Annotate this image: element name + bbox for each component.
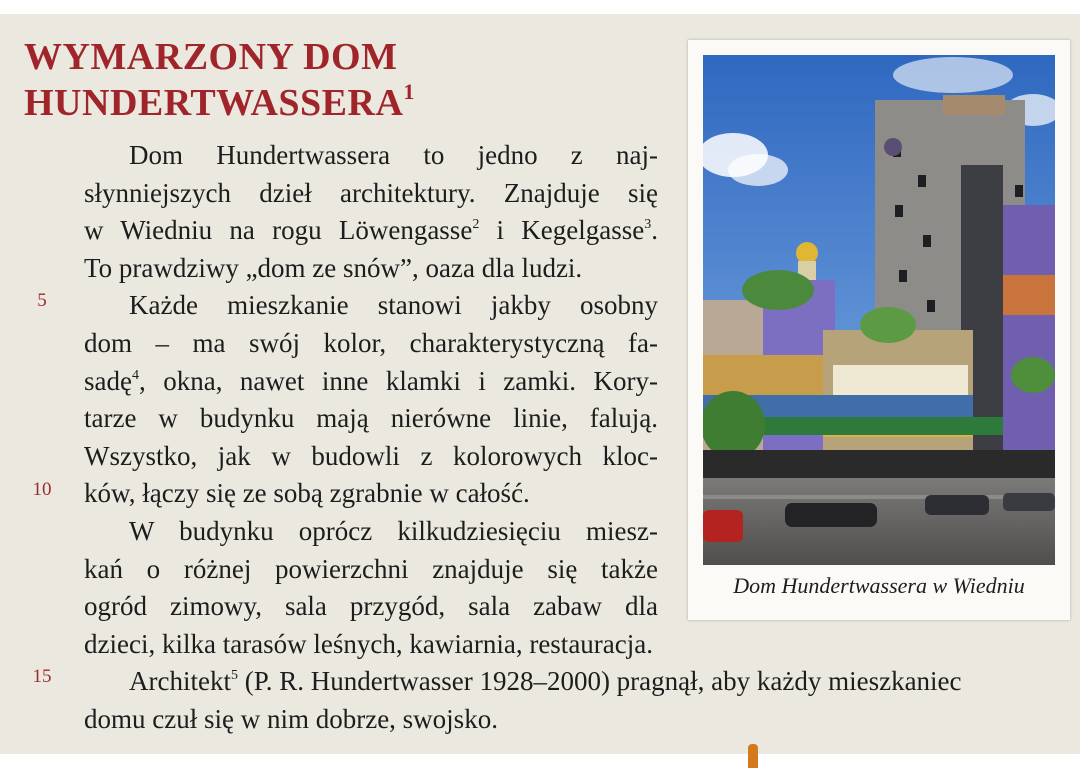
photo-card	[688, 40, 1070, 620]
text-line: kań o różnej powierzchni znajduje się także	[84, 553, 658, 584]
text-line: domu czuł się w nim dobrze, swojsko.	[84, 703, 498, 734]
text-line: Dom Hundertwassera to jedno z naj-	[129, 140, 658, 170]
article-title	[24, 34, 415, 126]
text-line: słynniejszych dzieł architektury. Znajduje się	[84, 177, 658, 208]
textbook-page	[0, 14, 1080, 754]
title-line-1: WYMARZONY DOM	[24, 36, 398, 78]
text-fragment: Architekt	[129, 666, 231, 697]
footnote-ref-5: 5	[230, 668, 238, 684]
text-fragment: sadę	[84, 365, 132, 396]
footnote-ref-2: 2	[472, 217, 480, 233]
text-line: tarze w budynku mają nierówne linie, falują.	[84, 403, 658, 434]
line-number-10: 10	[32, 479, 52, 500]
text-line: Każde mieszkanie stanowi jakby osobny	[129, 290, 658, 321]
footnote-ref-4: 4	[131, 367, 139, 383]
text-line	[84, 363, 658, 401]
text-line	[84, 212, 658, 250]
text-fragment: (P. R. Hundertwasser 1928–2000) pragnął, aby każdy mieszkaniec	[237, 666, 962, 697]
photo-caption: Dom Hundertwassera w Wiedniu	[733, 573, 1025, 598]
title-footnote-ref: 1	[403, 79, 415, 104]
text-line: dom – ma swój kolor, charakterystyczną fa-	[84, 327, 658, 358]
line-number-15: 15	[32, 666, 52, 687]
text-line	[84, 663, 962, 701]
text-line: ków, łączy się ze sobą zgrabnie w całość.	[84, 478, 530, 509]
text-line: ogród zimowy, sala przygód, sala zabaw dla	[84, 591, 658, 622]
hundertwasser-house-photo	[703, 55, 1055, 565]
text-line: W budynku oprócz kilkudziesięciu miesz-	[129, 515, 658, 546]
orange-page-marker	[748, 744, 758, 768]
footnote-ref-3: 3	[644, 217, 652, 233]
text-fragment: i Kegelgasse	[479, 215, 645, 246]
text-line: To prawdziwy „dom ze snów”, oaza dla ludzi.	[84, 252, 583, 283]
text-fragment: w Wiedniu na rogu Löwengasse	[84, 215, 473, 246]
text-fragment: .	[651, 215, 658, 246]
title-line-2-text: HUNDERTWASSERA	[24, 82, 404, 124]
title-line-2	[24, 80, 415, 126]
line-number-5: 5	[37, 290, 47, 311]
text-fragment: , okna, nawet inne klamki i zamki. Kory-	[138, 365, 658, 396]
text-line: dzieci, kilka tarasów leśnych, kawiarnia, restauracja.	[84, 628, 653, 659]
text-line: Wszystko, jak w budowli z kolorowych kloc-	[84, 440, 658, 471]
